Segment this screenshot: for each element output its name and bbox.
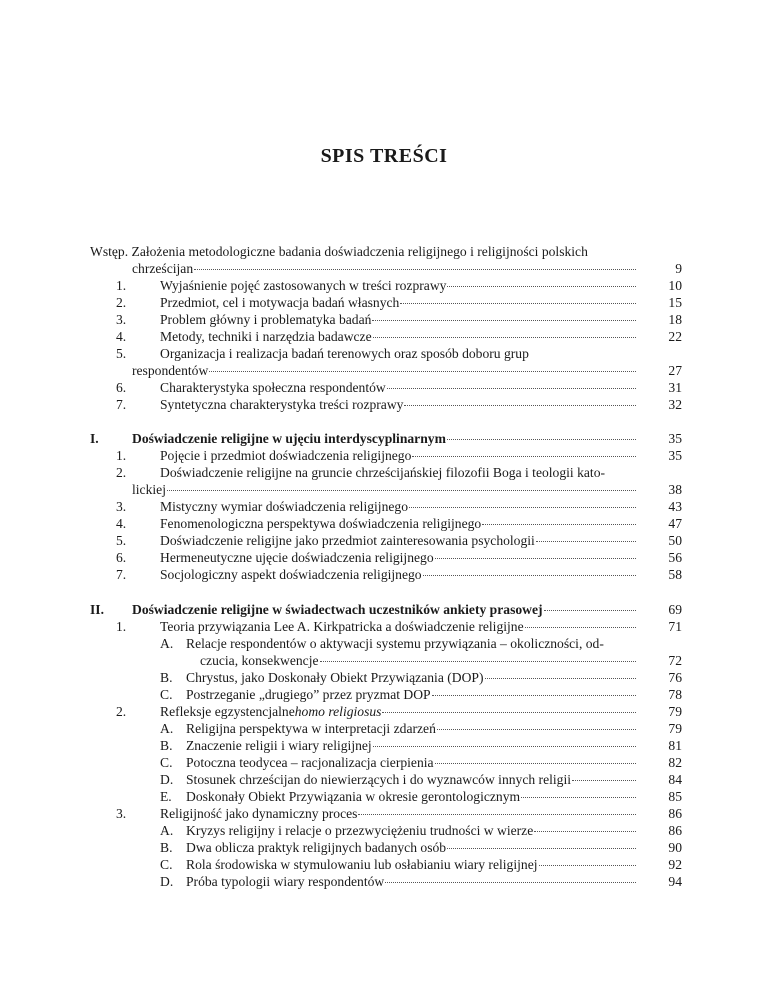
intro-item-text-cont-line xyxy=(132,362,640,379)
intro-item-page: 22 xyxy=(668,329,682,344)
dot-leader xyxy=(373,746,636,747)
intro-item-text-line xyxy=(160,396,640,413)
chapter1-title-line xyxy=(132,430,640,447)
chapter2-s2-item-num: D. xyxy=(160,772,174,787)
dot-leader xyxy=(209,371,636,372)
chapter1-item-num: 1. xyxy=(116,448,127,463)
intro-item-page: 18 xyxy=(668,312,682,327)
chapter1-item-text: Hermeneutyczne ujęcie doświadczenia religijnego xyxy=(160,550,434,565)
chapter1-item-text: Fenomenologiczna perspektywa doświadczenia religijnego xyxy=(160,516,482,531)
dot-leader xyxy=(485,678,636,679)
page-title: SPIS TREŚCI xyxy=(320,145,448,167)
chapter2-s2-item-num: E. xyxy=(160,789,172,804)
chapter2-s2-item-page: 82 xyxy=(668,755,682,770)
dot-leader xyxy=(435,558,636,559)
dot-leader xyxy=(534,831,636,832)
chapter2-s3-item-text: Rola środowiska w stymulowaniu lub osłabianiu wiary religijnej xyxy=(186,857,538,872)
chapter2-s2-text: Refleksje egzystencjalne xyxy=(160,704,295,719)
chapter2-s1-item-num: A. xyxy=(160,636,174,651)
chapter2-s3-item-page: 94 xyxy=(668,874,682,889)
chapter2-s1-item-num: C. xyxy=(160,687,173,702)
chapter1-item-text: Mistyczny wymiar doświadczenia religijnego xyxy=(160,499,409,514)
chapter2-s2-item-num: A. xyxy=(160,721,174,736)
intro-item-num: 2. xyxy=(116,295,127,310)
chapter2-s3-item-num: A. xyxy=(160,823,174,838)
chapter2-s2-item-text-line xyxy=(186,788,640,805)
dot-leader xyxy=(447,286,636,287)
chapter2-s2-num: 2. xyxy=(116,704,127,719)
dot-leader xyxy=(536,541,636,542)
intro-item-num: 4. xyxy=(116,329,127,344)
chapter2-s2-item-text: Potoczna teodycea – racjonalizacja cierpienia xyxy=(186,755,434,770)
dot-leader xyxy=(525,627,636,628)
chapter2-s2-text-line xyxy=(160,703,640,720)
intro-item-page: 10 xyxy=(668,278,682,293)
dot-leader xyxy=(432,695,636,696)
chapter1-item-num: 6. xyxy=(116,550,127,565)
chapter2-s1-item-text: Postrzeganie „drugiego” przez pryzmat DOP xyxy=(186,687,431,702)
intro-item-num: 3. xyxy=(116,312,127,327)
chapter2-s2-page: 79 xyxy=(668,704,682,719)
dot-leader xyxy=(372,320,636,321)
chapter2-s3-item-text: Kryzys religijny i relacje o przezwyciężeniu trudności w wierze xyxy=(186,823,534,838)
chapter1-item-page: 38 xyxy=(668,482,682,497)
dot-leader xyxy=(521,797,636,798)
chapter1-item-text-line xyxy=(160,515,640,532)
chapter2-s2-item-num: B. xyxy=(160,738,173,753)
chapter2-s3-page: 86 xyxy=(668,806,682,821)
chapter2-title: Doświadczenie religijne w świadectwach uczestników ankiety prasowej xyxy=(132,602,543,617)
dot-leader xyxy=(358,814,636,815)
chapter1-item-num: 5. xyxy=(116,533,127,548)
intro-line-1: Wstęp. Założenia metodologiczne badania doświadczenia religijnego i religijności polskich xyxy=(90,244,588,259)
chapter2-s3-item-page: 90 xyxy=(668,840,682,855)
chapter1-item-num: 7. xyxy=(116,567,127,582)
chapter2-s1-num: 1. xyxy=(116,619,127,634)
chapter2-s2-item-page: 79 xyxy=(668,721,682,736)
chapter2-s1-item-text-line xyxy=(186,686,640,703)
dot-leader xyxy=(572,780,636,781)
chapter1-item-text-line xyxy=(160,532,640,549)
chapter2-s3-num: 3. xyxy=(116,806,127,821)
dot-leader xyxy=(167,490,636,491)
chapter2-s3-item-num: D. xyxy=(160,874,174,889)
chapter2-s2-text-italic: homo religiosus xyxy=(294,704,382,719)
chapter1-item-page: 43 xyxy=(668,499,682,514)
chapter2-s3-item-text-line xyxy=(186,873,640,890)
chapter1-item-text: Socjologiczny aspekt doświadczenia religijnego xyxy=(160,567,422,582)
chapter2-s3-text: Religijność jako dynamiczny proces xyxy=(160,806,358,821)
chapter2-s2-item-text: Stosunek chrześcijan do niewierzących i do wyznawców innych religii xyxy=(186,772,572,787)
dot-leader xyxy=(423,575,636,576)
chapter1-item-num: 4. xyxy=(116,516,127,531)
chapter1-item-page: 35 xyxy=(668,448,682,463)
intro-item-text: Problem główny i problematyka badań xyxy=(160,312,372,327)
dot-leader xyxy=(194,269,636,270)
chapter2-s2-item-text-line xyxy=(186,754,640,771)
chapter2-s2-item-text: Znaczenie religii i wiary religijnej xyxy=(186,738,372,753)
intro-item-num: 5. xyxy=(116,346,127,361)
dot-leader xyxy=(409,507,636,508)
chapter1-title: Doświadczenie religijne w ujęciu interdyscyplinarnym xyxy=(132,431,446,446)
chapter2-s1-item-text: Relacje respondentów o aktywacji systemu przywiązania – okoliczności, od- xyxy=(186,636,604,651)
chapter2-s3-item-text-line xyxy=(186,856,640,873)
intro-item-text: Metody, techniki i narzędzia badawcze xyxy=(160,329,372,344)
chapter2-s2-item-num: C. xyxy=(160,755,173,770)
chapter1-item-text-cont-line xyxy=(132,481,640,498)
chapter2-page: 69 xyxy=(668,602,682,617)
chapter2-s1-item-page: 78 xyxy=(668,687,682,702)
chapter2-s1-item-text-cont-line xyxy=(200,652,640,669)
dot-leader xyxy=(544,610,636,611)
chapter1-item-page: 56 xyxy=(668,550,682,565)
chapter1-item-text: Doświadczenie religijne na gruncie chrześcijańskiej filozofii Boga i teologii kato- xyxy=(160,465,606,480)
chapter2-s1-item-page: 72 xyxy=(668,653,682,668)
dot-leader xyxy=(387,388,636,389)
chapter2-s1-item-num: B. xyxy=(160,670,173,685)
intro-item-text-line xyxy=(160,277,640,294)
intro-item-text-line xyxy=(160,328,640,345)
chapter2-s2-item-text-line xyxy=(186,737,640,754)
chapter2-s1-text-line xyxy=(160,618,640,635)
intro-item-text-line xyxy=(160,311,640,328)
chapter2-s1-item-text-line xyxy=(186,669,640,686)
chapter2-s3-text-line xyxy=(160,805,640,822)
chapter1-page: 35 xyxy=(668,431,682,446)
intro-item-text-cont: respondentów xyxy=(132,363,209,378)
intro-item-text-line xyxy=(160,294,640,311)
intro-item-text-line xyxy=(160,379,640,396)
intro-item-page: 27 xyxy=(668,363,682,378)
chapter2-s3-item-text: Dwa oblicza praktyk religijnych badanych osób xyxy=(186,840,447,855)
chapter2-s2-item-text-line xyxy=(186,771,640,788)
intro-item-text: Organizacja i realizacja badań terenowych oraz sposób doboru grup xyxy=(160,346,529,361)
chapter1-roman: I. xyxy=(90,431,99,446)
chapter2-s2-item-text: Religijna perspektywa w interpretacji zdarzeń xyxy=(186,721,436,736)
chapter2-roman: II. xyxy=(90,602,104,617)
intro-item-text: Przedmiot, cel i motywacja badań własnych xyxy=(160,295,400,310)
chapter1-item-text: Pojęcie i przedmiot doświadczenia religijnego xyxy=(160,448,412,463)
chapter2-s3-item-text-line xyxy=(186,839,640,856)
intro-item-text: Charakterystyka społeczna respondentów xyxy=(160,380,386,395)
intro-item-page: 15 xyxy=(668,295,682,310)
chapter2-s3-item-num: B. xyxy=(160,840,173,855)
dot-leader xyxy=(435,763,636,764)
intro-item-num: 6. xyxy=(116,380,127,395)
intro-item-text: Syntetyczna charakterystyka treści rozprawy xyxy=(160,397,404,412)
intro-item-page: 31 xyxy=(668,380,682,395)
chapter2-s2-item-page: 81 xyxy=(668,738,682,753)
chapter2-s1-text: Teoria przywiązania Lee A. Kirkpatricka a doświadczenie religijne xyxy=(160,619,524,634)
chapter1-item-text-cont: lickiej xyxy=(132,482,166,497)
chapter2-s1-page: 71 xyxy=(668,619,682,634)
dot-leader xyxy=(412,456,636,457)
chapter1-item-page: 47 xyxy=(668,516,682,531)
chapter1-item-page: 58 xyxy=(668,567,682,582)
chapter1-item-text: Doświadczenie religijne jako przedmiot zainteresowania psychologii xyxy=(160,533,535,548)
dot-leader xyxy=(447,848,636,849)
intro-page: 9 xyxy=(675,261,682,276)
chapter1-item-num: 2. xyxy=(116,465,127,480)
chapter2-s1-item-text-cont: czucia, konsekwencje xyxy=(200,653,319,668)
chapter2-s2-item-text: Doskonały Obiekt Przywiązania w okresie gerontologicznym xyxy=(186,789,521,804)
chapter2-title-line xyxy=(132,601,640,618)
intro-item-page: 32 xyxy=(668,397,682,412)
chapter2-s1-item-page: 76 xyxy=(668,670,682,685)
intro-item-text: Wyjaśnienie pojęć zastosowanych w treści rozprawy xyxy=(160,278,447,293)
chapter2-s3-item-page: 86 xyxy=(668,823,682,838)
chapter1-item-text-line xyxy=(160,447,640,464)
chapter1-item-num: 3. xyxy=(116,499,127,514)
dot-leader xyxy=(382,712,636,713)
dot-leader xyxy=(400,303,636,304)
chapter1-item-text-line xyxy=(160,498,640,515)
chapter1-item-text-line xyxy=(160,566,640,583)
dot-leader xyxy=(447,439,636,440)
dot-leader xyxy=(404,405,636,406)
dot-leader xyxy=(437,729,636,730)
chapter1-item-page: 50 xyxy=(668,533,682,548)
dot-leader xyxy=(539,865,637,866)
chapter2-s3-item-page: 92 xyxy=(668,857,682,872)
chapter2-s2-item-page: 84 xyxy=(668,772,682,787)
dot-leader xyxy=(373,337,636,338)
intro-item-num: 7. xyxy=(116,397,127,412)
chapter2-s3-item-num: C. xyxy=(160,857,173,872)
chapter1-item-text-line xyxy=(160,549,640,566)
dot-leader xyxy=(320,661,636,662)
chapter2-s2-item-text-line xyxy=(186,720,640,737)
chapter2-s1-item-text: Chrystus, jako Doskonały Obiekt Przywiązania (DOP) xyxy=(186,670,484,685)
dot-leader xyxy=(385,882,636,883)
intro-item-num: 1. xyxy=(116,278,127,293)
intro-line-2: chrześcijan xyxy=(132,261,194,276)
chapter2-s2-item-page: 85 xyxy=(668,789,682,804)
chapter2-s3-item-text: Próba typologii wiary respondentów xyxy=(186,874,385,889)
dot-leader xyxy=(482,524,636,525)
chapter2-s3-item-text-line xyxy=(186,822,640,839)
